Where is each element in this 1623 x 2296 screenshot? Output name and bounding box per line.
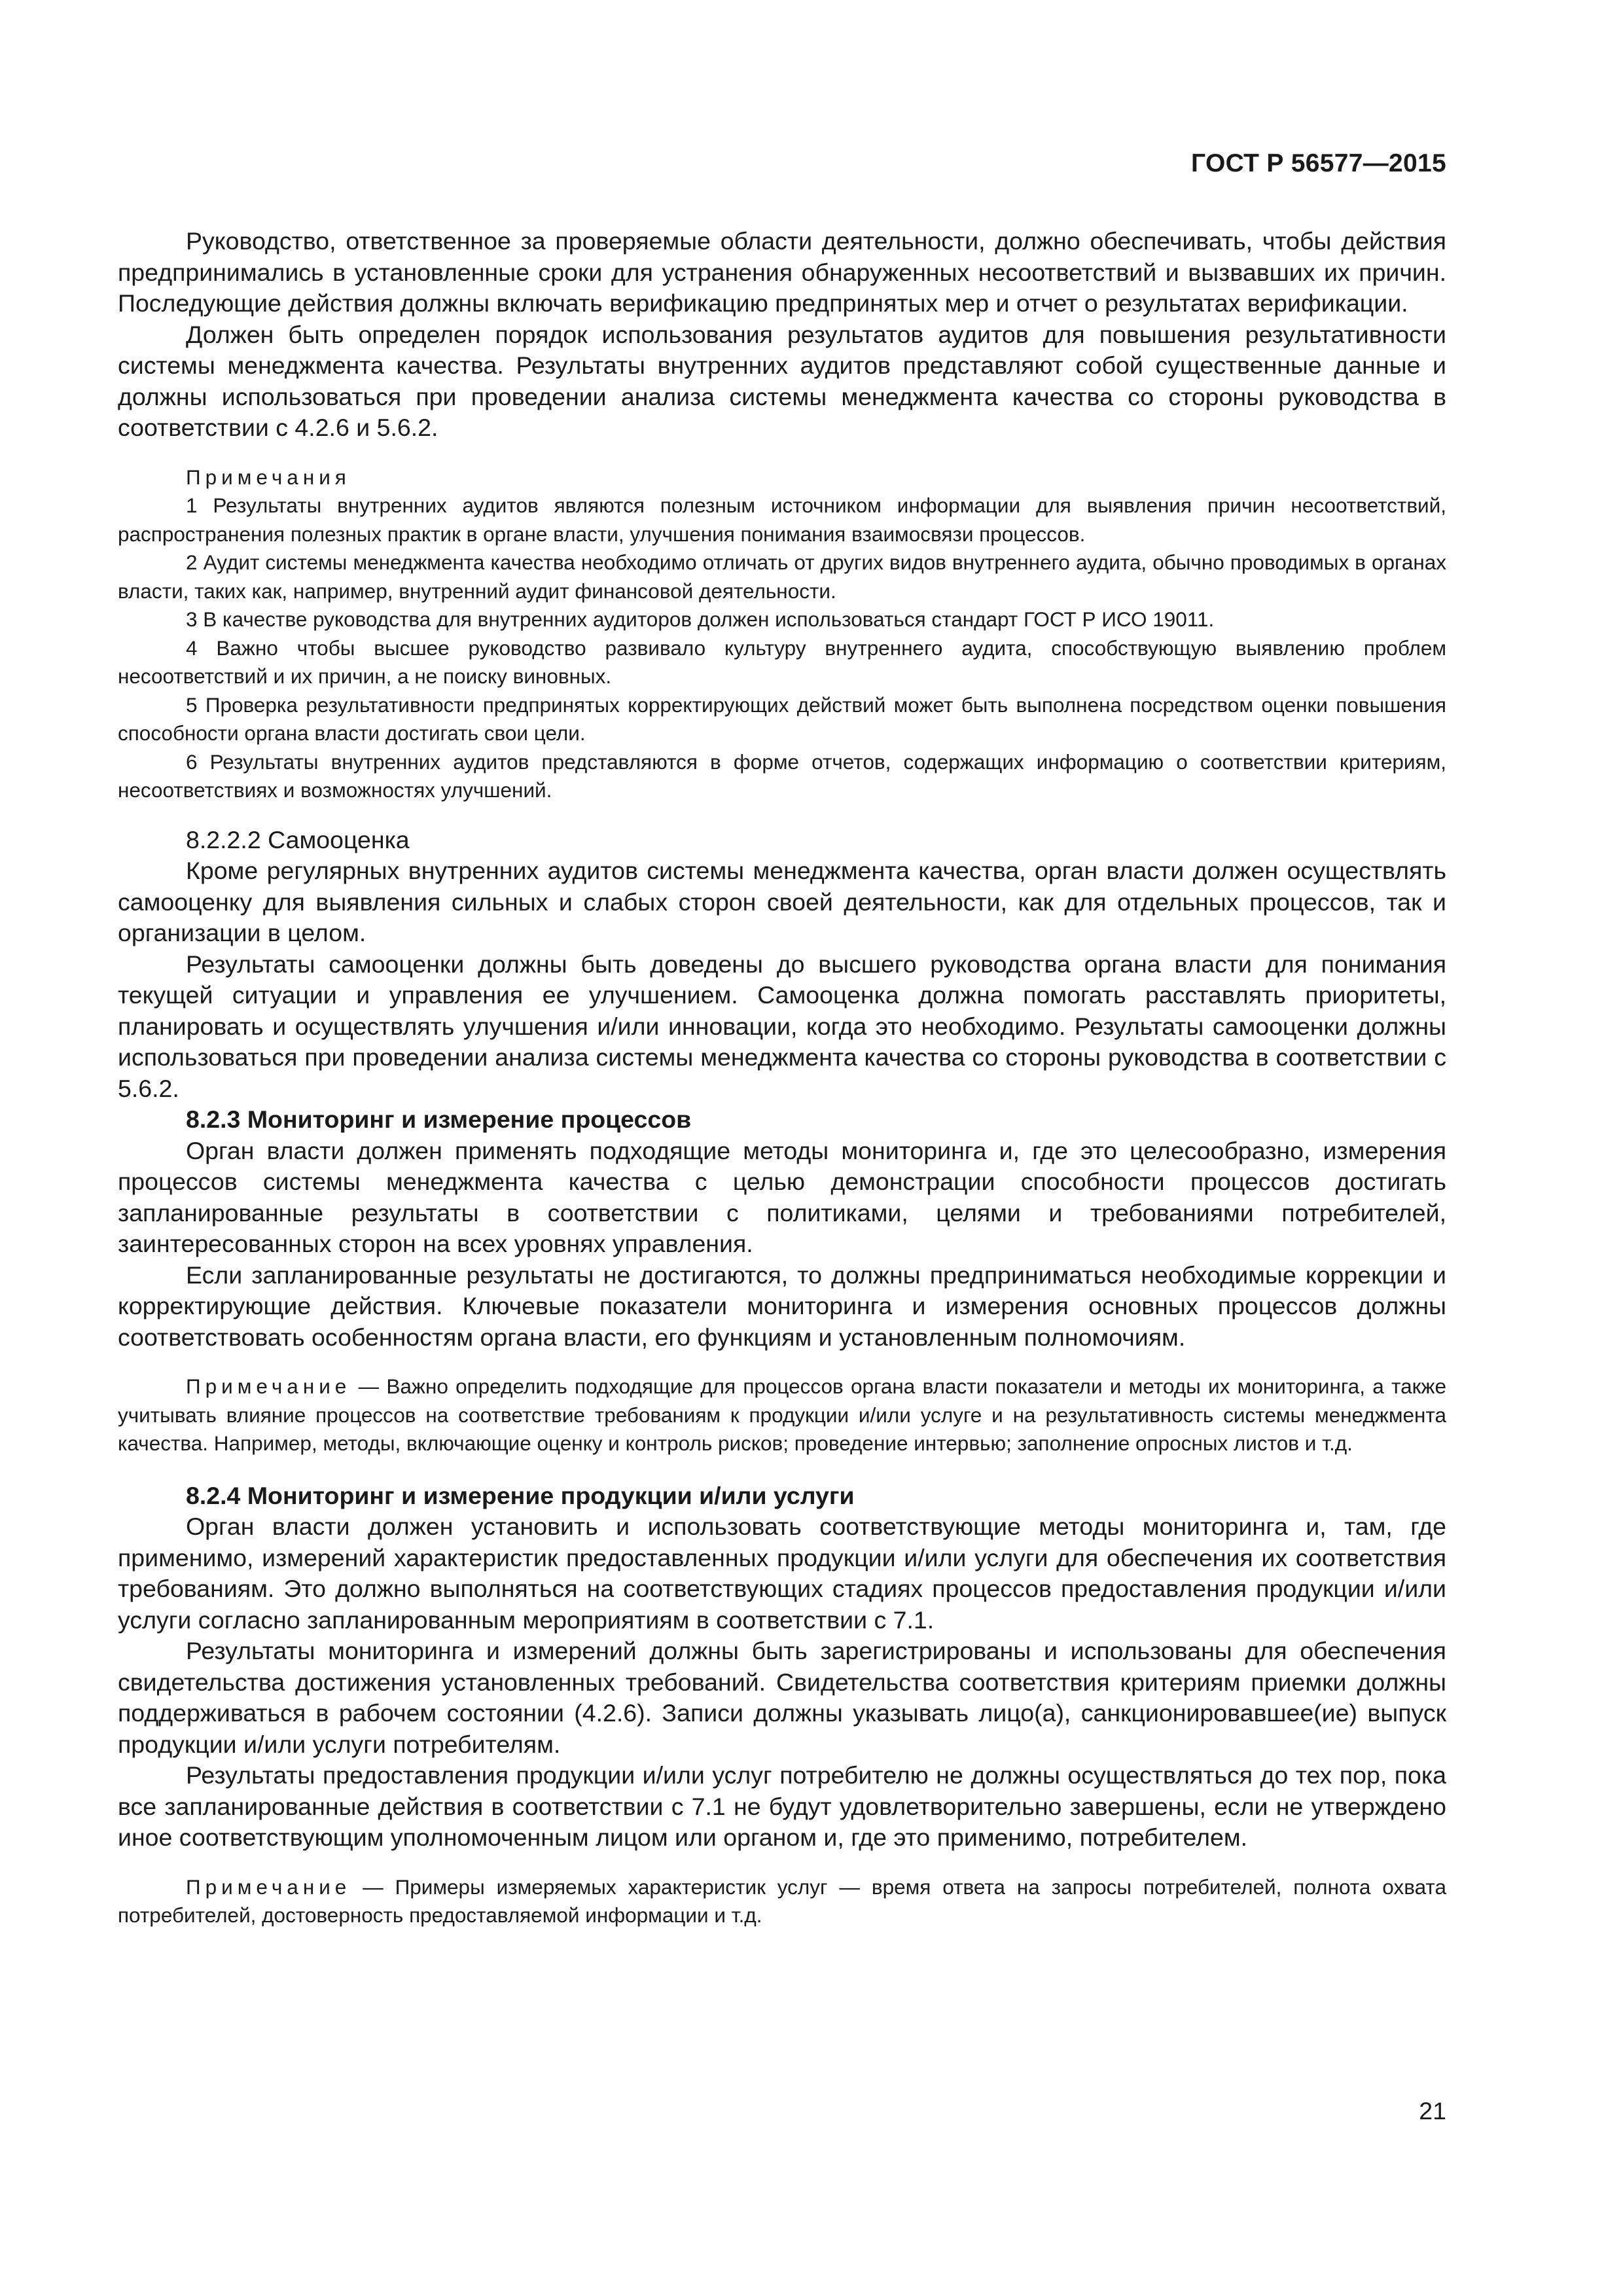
note-item: 2 Аудит системы менеджмента качества необходимо отличать от других видов внутреннего аудита, обычно проводимых в органах власти, таких как, например, внутренний аудит финансовой деятельности. (118, 550, 1446, 603)
paragraph: Результаты самооценки должны быть доведены до высшего руководства органа власти для понимания текущей ситуации и управления ее улучшением. Самооценка должна помогать расставлять приоритеты, планировать и осуществлять улучшения и/или инновации, когда это необходимо. Результаты самооценки должны использоваться при проведении анализа системы менеджмента качества со стороны руководства в соответствии с 5.6.2. (118, 950, 1446, 1102)
note-item: 4 Важно чтобы высшее руководство развивало культуру внутреннего аудита, способствующую выявлению проблем несоответствий и их причин, а не поиску виновных. (118, 636, 1446, 688)
paragraph: Руководство, ответственное за проверяемые области деятельности, должно обеспечивать, чтобы действия предпринимались в установленные сроки для устранения обнаруженных несоответствий и вызвавших их причин. Последующие действия должны включать верификацию предпринятых мер и отчет о результатах верификации. (118, 227, 1446, 317)
paragraph: Если запланированные результаты не достигаются, то должны предприниматься необходимые коррекции и корректирующие действия. Ключевые показатели мониторинга и измерения основных процессов должны соответствовать особенностям органа власти, его функциям и установленным полномочиям. (118, 1261, 1446, 1351)
document-code-header: ГОСТ Р 56577—2015 (1191, 149, 1446, 177)
note-item: 6 Результаты внутренних аудитов представляются в форме отчетов, содержащих информацию о соответствии критериям, несоответствиях и возможностях улучшений. (118, 749, 1446, 802)
note-item: 1 Результаты внутренних аудитов являются полезным источником информации для выявления причин несоответствий, распространения полезных практик в органе власти, улучшения понимания взаимосвязи процессов. (118, 493, 1446, 546)
section-heading-8-2-4: 8.2.4 Мониторинг и измерение продукции и/или услуги (186, 1481, 855, 1509)
paragraph: Орган власти должен применять подходящие методы мониторинга и, где это целесообразно, измерения процессов системы менеджмента качества с целью демонстрации способности процессов достигать запланированные результаты в соответствии с политиками, целями и требованиями потребителей, заинтересованных сторон на всех уровнях управления. (118, 1136, 1446, 1257)
paragraph: Должен быть определен порядок использования результатов аудитов для повышения результативности системы менеджмента качества. Результаты внутренних аудитов представляют собой существенные данные и должны использоваться при проведении анализа системы менеджмента качества со стороны руководства в соответствии с 4.2.6 и 5.6.2. (118, 320, 1446, 441)
note-label: Примечание (186, 1874, 351, 1899)
note-paragraph (118, 1372, 1446, 1458)
note-text: — Примеры измеряемых характеристик услуг — время ответа на запросы потребителей, полнота охвата потребителей, достоверность предоставляемой информации и т.д. (118, 1874, 1446, 1927)
note-label: Примечание (186, 1374, 351, 1398)
paragraph: Результаты предоставления продукции и/или услуг потребителю не должны осуществляться до тех пор, пока все запланированные действия в соответствии с 7.1 не будут удовлетворительно завершены, если не утверждено иное соответствующим уполномоченным лицом или органом и, где это применимо, потребителем. (118, 1761, 1446, 1851)
document-page (118, 0, 1446, 2296)
note-item: 3 В качестве руководства для внутренних аудиторов должен использоваться стандарт ГОСТ Р ИСО 19011. (186, 607, 1215, 631)
page-number: 21 (1419, 2097, 1446, 2125)
section-heading-8-2-3: 8.2.3 Мониторинг и измерение процессов (186, 1105, 692, 1133)
note-paragraph (118, 1873, 1446, 1930)
notes-title: Примечания (186, 465, 351, 489)
paragraph: Орган власти должен установить и использовать соответствующие методы мониторинга и, там, где применимо, измерений характеристик предоставленных продукции и/или услуги для обеспечения их соответствия требованиям. Это должно выполняться на соответствующих стадиях процессов предоставления продукции и/или услуги согласно запланированным мероприятиям в соответствии с 7.1. (118, 1513, 1446, 1634)
paragraph: Результаты мониторинга и измерений должны быть зарегистрированы и использованы для обеспечения свидетельства достижения установленных требований. Свидетельства соответствия критериям приемки должны поддерживаться в рабочем состоянии (4.2.6). Записи должны указывать лицо(а), санкционировавшее(ие) выпуск продукции и/или услуги потребителям. (118, 1637, 1446, 1758)
note-item: 5 Проверка результативности предпринятых корректирующих действий может быть выполнена посредством оценки повышения способности органа власти достигать свои цели. (118, 692, 1446, 745)
paragraph: Кроме регулярных внутренних аудитов системы менеджмента качества, орган власти должен осуществлять самооценку для выявления сильных и слабых сторон своей деятельности, как для отдельных процессов, так и организации в целом. (118, 857, 1446, 946)
page-content (118, 226, 1446, 1930)
note-text: — Важно определить подходящие для процессов органа власти показатели и методы их мониторинга, а также учитывать влияние процессов на соответствие требованиям к продукции и/или услуге и на результативность системы менеджмента качества. Например, методы, включающие оценку и контроль рисков; проведение интервью; заполнение опросных листов и т.д. (118, 1374, 1446, 1455)
notes-block (118, 463, 1446, 805)
section-heading-8-2-2-2: 8.2.2.2 Самооценка (186, 825, 410, 853)
